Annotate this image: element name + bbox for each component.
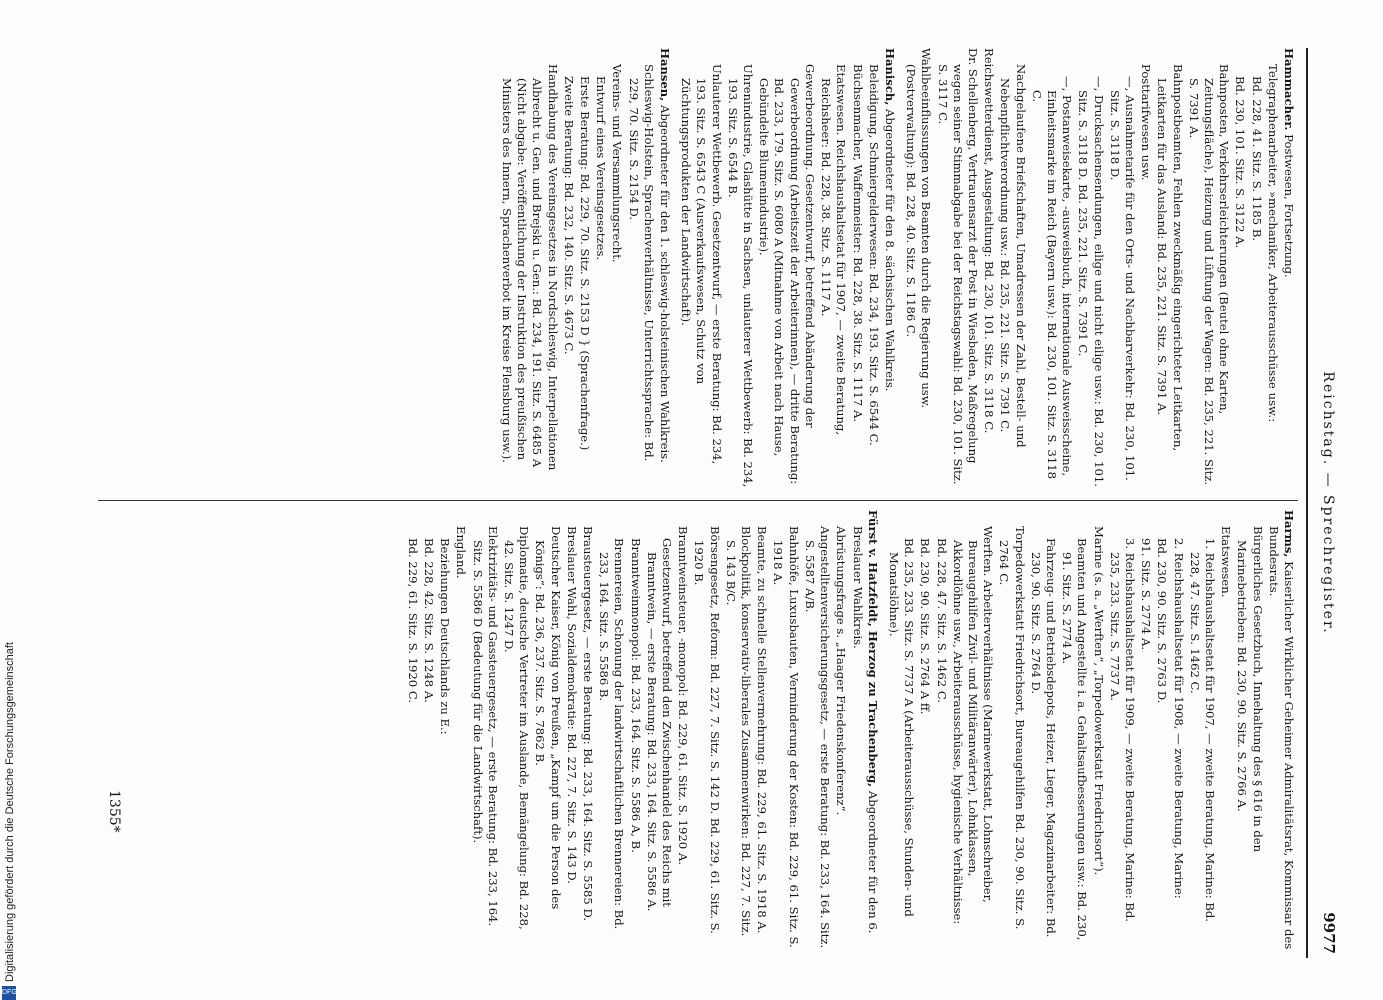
register-entry — [1281, 48, 1296, 488]
entry-text: Dr. Schellenberg, Vertrauensarzt der Post in Wiesbaden, Maßregelung wegen seiner Stimmabgabe bei der Reichstagswahl: Bd. 230, 101. Sitz. S. 3117 C. — [935, 48, 980, 485]
entry-gap — [673, 48, 677, 488]
entry-text: Büchsenmacher, Waffenmeister: Bd. 228, 38. Sitz. S. 1117 A. — [850, 64, 865, 423]
entry-text: —, Postanweisekarte, ‑ausweisbuch, internationale Ausweisscheine, Einheitsmarke im Reich (Bayern usw.): Bd. 230, 101. Sitz. S. 3118 C. — [1029, 76, 1075, 479]
entry-text: Telegraphenarbeiter, »mechaniker, Arbeiterausschüsse usw.: — [1265, 64, 1280, 423]
column-separator — [98, 500, 1298, 501]
entry-text: Bd. 230, 90. Sitz. S. 2764 A ff. — [918, 538, 933, 715]
entry-text: Beleidigung, Schmiergelderwesen: Bd. 234, 193. Sitz. S. 6544 C. — [866, 64, 881, 446]
register-entry — [580, 510, 595, 950]
register-entry — [609, 48, 624, 488]
entry-text: Deutscher Kaiser, König von Preußen, „Kampf um die Person des Königs“: Bd. 236, 237. Sitz. S. 7862 B. — [533, 526, 563, 910]
entry-text: Handhabung des Vereinsgesetzes in Nordschleswig, Interpellationen Albrecht u. Gen. und Brejski u. Gen.: Bd. 234, 191. Sitz. S. 6485 A (Nicht abgabe: Veröffentlichung der Instruktion des preußischen Ministers des Innern, Sprachenverbot im Kreise Flensburg usw.). — [500, 64, 560, 471]
register-entry — [849, 48, 864, 488]
entry-text: —, Drucksachensendungen, eilige und nicht eilige usw.: Bd. 230, 101. Sitz. S. 3118 D. Bd. 235, 221. Sitz. S. 7391 C. — [1076, 76, 1106, 487]
register-entry — [691, 510, 721, 950]
entry-text: Diplomatie, deutsche Vertreter im Auslande, Bemängelung: Bd. 228, 42. Sitz. S. 1247 D. — [502, 526, 532, 930]
register-entry — [564, 510, 579, 950]
entry-text: 2. Reichshaushaltsetat für 1908, — zweite Beratung, Marine: — [1171, 538, 1186, 899]
entry-headword: Harms, — [1282, 510, 1296, 558]
entry-text: Bahnposten, Verkehrserleichterungen (Beutel ohne Karten, Zeitungsfläche), Heizung und Lüftung der Wagen: Bd. 235, 221. Sitz. S. 7391 A. — [1186, 64, 1232, 486]
entry-text: Kaiserlicher Wirklicher Geheimer Admiralitätsrat, Kommissar des Bundesrats. — [1266, 526, 1296, 950]
entry-text: Schleswig-Holstein, Sprachenverhältnisse, Unterrichtssprache: Bd. 229, 70. Sitz. S. 2154 D. — [626, 64, 656, 462]
register-entry — [1232, 48, 1247, 488]
register-entry — [996, 510, 1026, 950]
entry-text: Nachgelaufene Briefschaften, Umadressen der Zahl, Bestell- und Nebenpflichtverordnung usw.: Bd. 235, 221. Sitz. S. 7391 C. — [998, 64, 1028, 448]
entry-text: Branntweinsteuer, -monopol: Bd. 229, 61. Sitz. S. 1920 A. — [676, 526, 691, 865]
left-column — [498, 48, 1296, 488]
register-entry — [593, 48, 608, 488]
entry-headword: Fürst v. Hatzfeldt, Herzog zu Trachenberg, — [865, 510, 880, 788]
register-entry — [1090, 510, 1105, 950]
register-entry — [1138, 48, 1153, 488]
register-entry — [561, 48, 576, 488]
register-entry — [499, 48, 560, 488]
register-entry — [818, 48, 848, 488]
register-entry — [678, 48, 724, 488]
entry-text: Bd. 228, 42. Sitz. S. 1248 A. — [422, 538, 437, 703]
register-entry — [725, 48, 755, 488]
register-entry — [849, 510, 879, 950]
register-entry — [532, 510, 562, 950]
entry-text: 1. Reichshaushaltsetat für 1907, — zweite Beratung, Marine: Bd. 228, 47. Sitz. S. 1462 C. — [1187, 538, 1217, 922]
running-title: Reichstag. — Sprechregister. — [1320, 371, 1336, 635]
entry-text: Abrüstungsfrage s. „Haager Friedenskonferenz“. — [834, 526, 849, 816]
register-entry — [501, 510, 531, 950]
entry-text: Abgeordneter für den 1. schleswig-holsteinischen Wahlkreis. — [658, 101, 673, 463]
entry-text: Bd. 228, 47. Sitz. S. 1462 C. — [934, 538, 949, 703]
register-entry — [644, 510, 674, 950]
entry-text: Gesetzentwurf, betreffend den Zwischenhandel des Reichs mit Branntwein, — erste Beratung: Bd. 233, 164. Sitz. S. 5586 A. — [644, 538, 675, 912]
entry-headword: Hammacher. — [1282, 48, 1296, 131]
right-column — [404, 510, 1296, 950]
entry-headword: Hansen, — [658, 48, 673, 102]
register-entry — [657, 48, 672, 488]
entry-text: Etatswesen. — [1219, 526, 1234, 598]
entry-gap — [898, 48, 902, 488]
entry-text: Beamte, zu schnelle Stellenvermehrung: Bd. 229, 61. Sitz. S. 1918 A. — [755, 526, 770, 934]
entry-text: Unlauterer Wettbewerb. Gesetzentwurf, — erste Beratung: Bd. 234, 193. Sitz. S. 6543 C (Ausverkaufswesen, Schutz von Züchtungsprodukten der Landwirtschaft). — [679, 64, 724, 465]
register-entry — [596, 510, 626, 950]
register-entry — [453, 510, 468, 950]
entry-text: Reichswetterdienst, Ausgestaltung: Bd. 230, 101. Sitz. S. 3118 C. — [982, 48, 997, 434]
entry-text: Gewerbeordnung. Gesetzentwurf, betreffend Abänderung der Gewerbeordnung (Arbeitszeit der Arbeiterinnen), — dritte Beratung: Bd. 233, 179. Sitz. S. 6080 A (Mitnahme von Arbeit nach Hause, Gebündelte Blumenindustrie). — [757, 64, 817, 485]
entry-text: Elektrizitäts- und Gassteuergesetz, — erste Beratung: Bd. 233, 164. Sitz. S. 5586 D (Bedeutung für die Landwirtschaft). — [470, 526, 500, 927]
register-entry — [625, 48, 655, 488]
digitization-sidebar — [0, 0, 20, 1000]
register-entry — [997, 48, 1027, 488]
register-entry — [469, 510, 499, 950]
register-entry — [903, 48, 933, 488]
register-entry — [577, 48, 592, 488]
register-entry — [1187, 510, 1217, 950]
entry-text: Beziehungen Deutschlands zu E.: — [438, 538, 453, 735]
register-entry — [802, 510, 832, 950]
register-entry — [421, 510, 436, 950]
page-number: 9977 — [1320, 912, 1338, 954]
entry-text: Werften. Arbeiterverhältnisse (Marinewerkstatt, Lohnschreiber, Bureaugehilfen Zivil- und Militäranwärter), Lohnklassen, Akkordlöhne usw., Arbeiterausschüsse, hygienische Verhältnisse: — [950, 526, 996, 925]
register-entry — [1107, 48, 1137, 488]
register-entry — [437, 510, 452, 950]
digitization-credit: Digitalisierung gefördert durch die Deutsche Forschungsgemeinschaft — [4, 642, 16, 982]
entry-text: Fahrzeug- und Betriebsdepots, Heizer, Lieger, Magazinarbeiter: Bd. 230, 90. Sitz. S. 2764 D. — [1028, 538, 1058, 938]
page-header — [1310, 48, 1340, 958]
register-entry — [754, 510, 769, 950]
register-entry — [1107, 510, 1137, 950]
register-entry — [866, 48, 881, 488]
entry-text: —, Ausnahmetarife für den Orts- und Nachbarverkehr: Bd. 230, 101. Sitz. S. 3118 D. — [1107, 76, 1137, 481]
entry-text: Erste Beratung: Bd. 229, 70. Sitz. S. 2153 D } (Sprachenfrage.) — [578, 76, 593, 451]
register-entry — [1266, 510, 1296, 950]
entry-text: Bürgerliches Gesetzbuch, Innehaltung des § 616 in den Marinebetrieben: Bd. 230, 90. Sitz. S. 2766 A. — [1235, 526, 1265, 853]
entry-text: Vereins- und Versammlungsrecht. — [610, 64, 625, 263]
entry-text: Posttarifwesen usw. — [1139, 64, 1154, 181]
register-entry — [675, 510, 690, 950]
header-rule — [1306, 48, 1308, 958]
entry-text: Abgeordneter für den 8. sächsischen Wahlkreis. — [882, 105, 897, 392]
entry-text: Beamten und Angestellte i. a. Gehaltsaufbesserungen usw.: Bd. 230, 91. Sitz. S. 2774 A. — [1060, 538, 1090, 941]
entry-text: Bd. 235, 233. Sitz. S. 7737 A (Arbeiterausschüsse, Stunden- und Monatslöhne). — [886, 538, 917, 917]
register-entry — [950, 510, 996, 950]
register-entry — [1154, 510, 1169, 950]
entry-text: Bd. 228, 41. Sitz. S. 1185 B. — [1249, 76, 1264, 242]
entry-text: Bd. 230, 90. Sitz. S. 2763 D. — [1155, 538, 1170, 704]
entry-text: England. — [454, 526, 469, 579]
entry-text: Breslauer Wahl, Sozialdemokratie: Bd. 227, 7. Sitz. S. 143 D. — [564, 526, 579, 884]
register-entry — [833, 510, 848, 950]
entry-text: Zweite Beratung: Bd. 232, 140. Sitz. S. 4673 C. — [561, 76, 576, 355]
register-entry — [1138, 510, 1153, 950]
entry-text: Bahnhöfe, Luxusbauten, Verminderung der Kosten: Bd. 229, 61. Sitz. S. 1918 A. — [771, 526, 801, 948]
register-entry — [1154, 48, 1184, 488]
entry-text: Angestelltenversicherungsgesetz, — erste Beratung: Bd. 233, 164. Sitz. S. 5587 A/B. — [802, 526, 833, 949]
register-entry — [933, 510, 948, 950]
entry-text: Brennereien, Schonung der landwirtschaftlichen Brennereien: Bd. 233, 164. Sitz. S. 5586 B. — [597, 538, 627, 930]
register-entry — [1029, 48, 1075, 488]
register-entry — [1059, 510, 1089, 950]
entry-text: Etatswesen. Reichshaushaltsetat für 1907, — zweite Beratung, Reichsheer: Bd. 228, 38. Sitz. S. 1117 A. — [819, 64, 849, 436]
register-entry — [723, 510, 753, 950]
entry-gap — [881, 510, 885, 950]
register-entry — [1075, 48, 1105, 488]
entry-text: 91. Sitz. S. 2774 A. — [1139, 538, 1154, 651]
register-entry — [756, 48, 817, 488]
register-entry — [1234, 510, 1264, 950]
page-footer-mark: 1355* — [106, 790, 122, 833]
rotated-page-content — [50, 48, 1340, 958]
register-entry — [1170, 510, 1185, 950]
register-entry — [1248, 48, 1263, 488]
entry-text: Abgeordneter für den 6. Breslauer Wahlkreis. — [850, 526, 880, 934]
entry-text: Entwurf eines Vereinsgesetzes. — [594, 76, 609, 261]
entry-text: Bahnpostbeamten, Fehlen zweckmäßig eingerichteter Leitkarten, Leitkarten für das Ausland: Bd. 235, 221. Sitz. S. 7391 A. — [1155, 64, 1185, 452]
entry-text: Torpedowerkstatt Friedrichsort, Bureaugehilfen Bd. 230, 90. Sitz. S. 2764 C. — [997, 526, 1027, 930]
dfg-logo: DFG — [2, 986, 16, 1000]
entry-text: Börsengesetz, Reform: Bd. 227, 7. Sitz. S. 142 D. Bd. 229, 61. Sitz. S. 1920 B. — [692, 526, 722, 934]
register-entry — [917, 510, 932, 950]
entry-text: Bd. 230, 101. Sitz. S. 3122 A. — [1233, 76, 1248, 249]
register-entry — [1218, 510, 1233, 950]
entry-text: Wahlbeeinflussungen von Beamten durch die Regierung usw. (Postverwaltung): Bd. 228, 40. Sitz. S. 1186 C. — [904, 48, 934, 408]
register-entry — [981, 48, 996, 488]
register-entry — [405, 510, 420, 950]
entry-text: Bd. 229, 61. Sitz. S. 1920 C. — [405, 538, 420, 703]
register-entry — [934, 48, 980, 488]
entry-text: Brausteuergesetz, — erste Beratung: Bd. 233, 164. Sitz. S. 5585 D. — [581, 526, 596, 922]
register-entry — [627, 510, 642, 950]
entry-text: Marine (s. a. „Werften“, „Torpedowerkstatt Friedrichsort“). — [1091, 526, 1106, 876]
entry-text: Blockpolitik, konservativ-liberales Zusammenwirken: Bd. 227, 7. Sitz. S. 143 B/C. — [723, 526, 754, 937]
entry-text: 3. Reichshaushaltsetat für 1909, — zweite Beratung, Marine: Bd. 235, 233. Sitz. S. 7737 A. — [1107, 538, 1137, 922]
entry-text: Uhrenindustrie, Glashütte in Sachsen, unlauterer Wettbewerb: Bd. 234, 193. Sitz. S. 6544 B. — [725, 64, 756, 488]
register-entry — [770, 510, 800, 950]
register-entry — [882, 48, 897, 488]
register-entry — [1186, 48, 1232, 488]
register-entry — [1265, 48, 1280, 488]
entry-text: Postwesen, Fortsetzung. — [1282, 130, 1296, 278]
entry-headword: Hanisch, — [882, 48, 897, 106]
entry-text: Branntweinmonopol: Bd. 233, 164. Sitz. S. 5586 A, B. — [628, 538, 643, 853]
register-entry — [1028, 510, 1058, 950]
register-entry — [886, 510, 916, 950]
